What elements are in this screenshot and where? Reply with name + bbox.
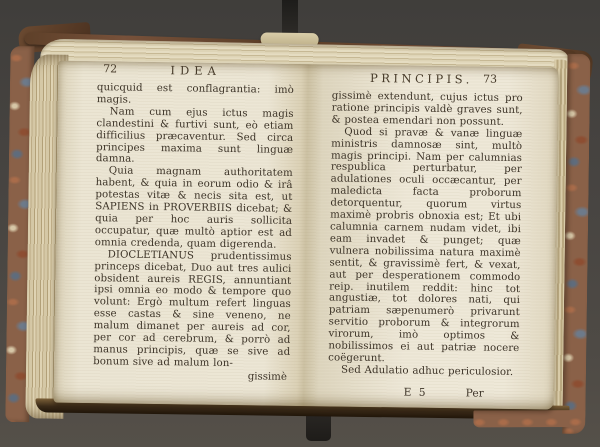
running-head-left xyxy=(97,62,294,80)
bottom-marbled-edge xyxy=(473,410,585,427)
page-number-right: 73 xyxy=(483,72,498,86)
paragraph: gissimè extendunt, cujus ictus pro ratione principis valdè graves sunt, & postea emendari non possunt. xyxy=(331,90,523,128)
catchword-right: Per xyxy=(465,387,484,400)
paragraph: quicquid est conflagrantia: imò magis. xyxy=(96,82,294,106)
paragraph: DIOCLETIANUS prudentissimus princeps dicebat, Duo aut tres aulici obsident aureis REGIS, annuntiant ipsi omnia eo modo & tempore quo volunt: Ergò multum refert linguas esse castas & sine veneno, ne malum dimanet per aureis ad cor, per cor ad cerebrum, & porrò ad manus principis, quæ se sive ad bonum sive ad malum lon- xyxy=(93,249,292,369)
paragraph: Quia magnam authoritatem habent, & quia in eorum odio & irâ potestas vitæ & necis sita est, ut SAPIENS in PROVERBIIS dicebat; & quia per hoc auris sollicita occupatur, quæ multò aptior est ad omnia credenda, quam digerenda. xyxy=(94,165,293,251)
right-marbled-edge xyxy=(562,54,590,434)
catchword-left: gissimè xyxy=(247,371,287,383)
signature-mark: E 5 xyxy=(403,386,428,399)
left-page xyxy=(93,62,294,383)
paragraph: Sed Adulatio adhuc periculosior. xyxy=(340,364,514,378)
running-head-right xyxy=(332,70,523,88)
open-book xyxy=(5,24,591,432)
right-page xyxy=(328,70,524,401)
running-title-left: IDEA xyxy=(170,63,222,78)
page-number-left: 72 xyxy=(103,62,118,76)
signature-line xyxy=(328,385,519,402)
page-spread xyxy=(54,61,559,410)
paragraph: Nam cum ejus ictus magis clandestini & furtivi sunt, eò etiam difficilius præcaventur. Sed circa principes maxima sunt linguæ damna. xyxy=(95,106,294,166)
paragraph: Quod si pravæ & vanæ linguæ ministris damnosæ sint, multò magis principi. Nam per calumnias respublica perturbatur, per adulationes oculi occæcantur, per maledicta facta proborum detorquentur, quorum virtus maximè probris obnoxia est; Et ubi calumnia carnem nudam videt, ibi eam invadet & punget; quæ vulnera nobilissima natura maximè sentit, & gravissimè fert, & vexat, aut per desperationem commodo reip. inutilem reddit: hinc tot angustiæ, tot dolores nati, qui patriam sæpenumerò privarunt servitio proborum & integrorum virorum, imò optimos & nobilissimos ei aut patriæ nocere coëgerunt. xyxy=(328,126,523,365)
running-title-right: PRINCIPIS. xyxy=(369,70,473,87)
